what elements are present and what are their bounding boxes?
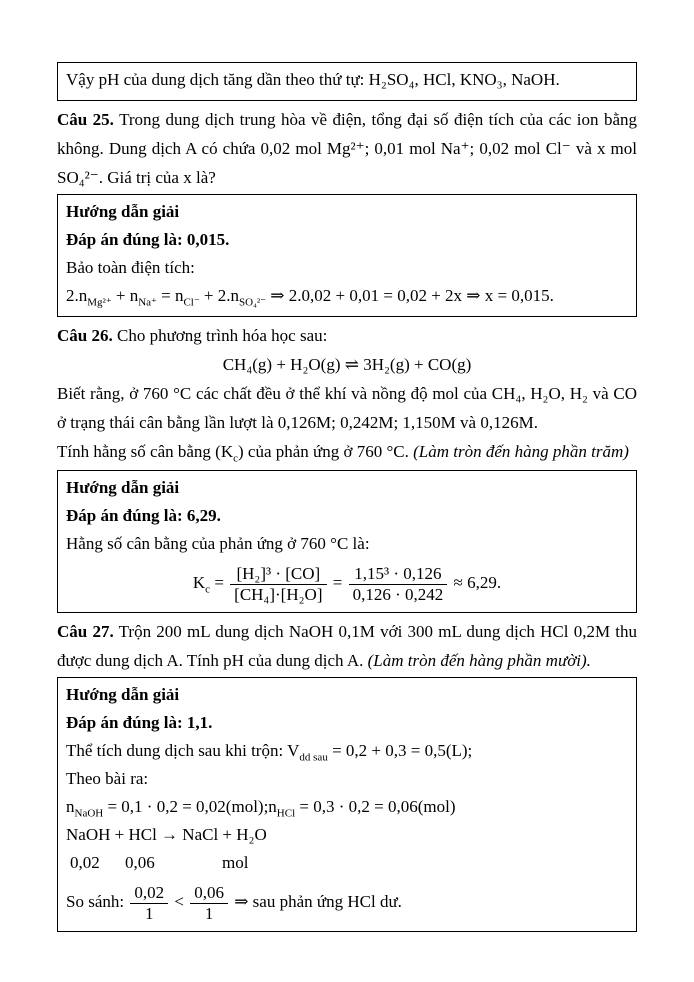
- question-26-task: Tính hằng số cân bằng $(K_c)$ của phản ứng ở 760 °C. (Làm tròn đến hàng phần trăm): [57, 442, 629, 465]
- question-27-text: Trộn 200 mL dung dịch NaOH 0,1M với 300 mL dung dịch HCl 0,2M thu được dung dịch A. Tính pH của dung dịch A.: [57, 622, 637, 671]
- question-26-intro: Cho phương trình hóa học sau:: [112, 326, 328, 345]
- answer-25: Đáp án đúng là: 0,015.: [66, 230, 230, 249]
- sub-kc: c: [233, 452, 238, 465]
- compare-line: So sánh: $\frac{0,02}{1}$ < $\frac{0,06}{1}$ ⇒ sau phản ứng HCl dư.: [66, 883, 402, 923]
- fraction-naoh: $\frac{0,02}{1}$: [130, 883, 168, 923]
- charge-balance-equation: $2.n_{Mg^{2+}} + n_{Na^+} = n_{Cl^-} + 2.n_{SO_4^{2-}}$ ⇒ 2.0,02 + 0,01 = 0,02 + 2x ⇒ x = 0,015.: [66, 286, 554, 309]
- reaction-equation-26: CH₄(g) + H₂O(g) ⇌ 3H₂(g) + CO(g): [222, 355, 472, 374]
- question-26: [57, 321, 637, 350]
- question-25-label: Câu 25.: [57, 110, 114, 129]
- charge-balance-label: Bảo toàn điện tích:: [66, 258, 195, 277]
- amounts-row: [66, 849, 628, 877]
- question-25: [57, 105, 637, 192]
- solution-heading-26: Hướng dẫn giải: [66, 478, 180, 497]
- neutralization-reaction: NaOH + HCl → NaCl + H₂O: [66, 825, 267, 845]
- sub-kc-eq: c: [205, 583, 211, 596]
- question-26-body: Biết rằng, ở 760 °C các chất đều ở thể khí và nồng độ mol của CH₄, H₂O, H₂ và CO ở trạng thái cân bằng lần lượt là 0,126M; 0,242M; 1,150M và 0,126M.: [57, 384, 637, 432]
- rounding-note-26: (Làm tròn đến hàng phần trăm): [413, 442, 629, 461]
- question-26-label: Câu 26.: [57, 326, 113, 345]
- kc-fraction-symbolic: $\frac{\text{[H₂]³ · [CO]}}{\text{[CH₄]·[H₂O]}}$: [230, 564, 326, 604]
- solution-box-25: [57, 194, 637, 317]
- document-content: [57, 62, 637, 932]
- kc-equation: $K_c$ = $\frac{\text{[H₂]³ · [CO]}}{\text{[CH₄]·[H₂O]}}$ = $\frac{\text{1,15³ · 0,126}}{0,126 \cdot 0,242}$ ≈ 6,29.: [192, 564, 502, 604]
- question-27: [57, 617, 637, 675]
- sub-na: Na⁺: [138, 296, 157, 309]
- solution-box-26: [57, 470, 637, 613]
- fraction-hcl: $\frac{0,06}{1}$: [190, 883, 228, 923]
- solution-heading-25: Hướng dẫn giải: [66, 202, 180, 221]
- volume-line: Thể tích dung dịch sau khi trộn: $V_{dd sau} = 0,2 + 0,3 = 0,5(L)$;: [66, 741, 473, 764]
- ph-conclusion-text: Vậy pH của dung dịch tăng dần theo thứ tự: H₂SO₄, HCl, KNO₃, NaOH.: [66, 70, 560, 89]
- given-line: Theo bài ra:: [66, 769, 149, 789]
- question-27-label: Câu 27.: [57, 622, 114, 642]
- solution-box-27: [57, 677, 637, 932]
- amount-unit: mol: [222, 853, 249, 873]
- amount-naoh: 0,02: [70, 853, 100, 873]
- sub-cl: Cl⁻: [183, 296, 200, 309]
- sub-hcl: HCl: [276, 807, 296, 820]
- question-25-text: Trong dung dịch trung hòa về điện, tổng đại số điện tích của các ion bằng không. Dung dịch A có chứa 0,02 mol Mg²⁺; 0,01 mol Na⁺; 0,02 mol Cl⁻ và x mol SO₄²⁻. Giá trị của x là?: [57, 110, 637, 187]
- sub-dd-sau: dd sau: [299, 751, 328, 764]
- kc-fraction-numeric: $\frac{\text{1,15³ · 0,126}}{0,126 \cdot 0,242}$: [349, 564, 448, 604]
- moles-line: $n_{NaOH} = 0,1 \cdot 0,2$ = $0,02(mol);n_{HCl} = 0,3 \cdot 0,2 = 0,06(mol)$: [66, 797, 456, 820]
- rounding-note-27: (Làm tròn đến hàng phần mười).: [367, 651, 591, 671]
- sub-naoh: NaOH: [74, 807, 104, 820]
- ph-conclusion-box: [57, 62, 637, 101]
- kc-intro-line: Hằng số cân bằng của phản ứng ở 760 °C là:: [66, 534, 370, 553]
- answer-27: Đáp án đúng là: 1,1.: [66, 713, 213, 733]
- sub-so4: SO₄²⁻: [239, 296, 267, 309]
- amount-hcl: 0,06: [125, 853, 155, 873]
- answer-26: Đáp án đúng là: 6,29.: [66, 506, 221, 525]
- sub-mg: Mg²⁺: [87, 296, 112, 309]
- solution-heading-27: Hướng dẫn giải: [66, 685, 180, 705]
